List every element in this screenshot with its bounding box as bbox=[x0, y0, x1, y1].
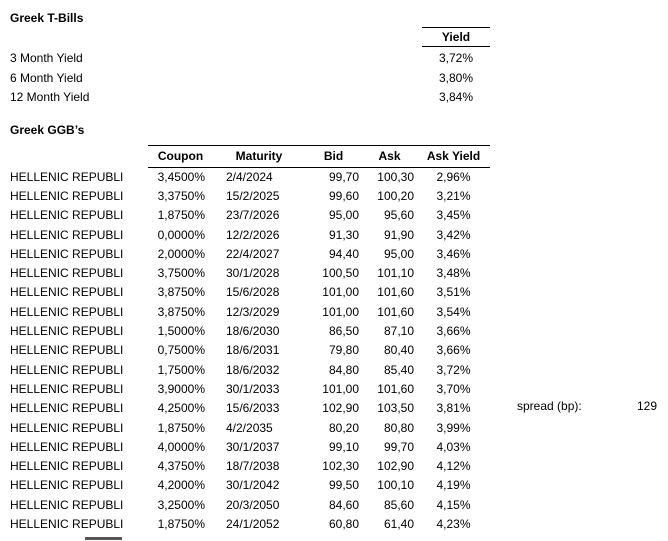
bond-bid: 86,50 bbox=[328, 324, 359, 339]
bond-ask-yield: 3,70% bbox=[436, 381, 471, 396]
bond-bid: 84,60 bbox=[328, 497, 359, 512]
bond-maturity: 30/1/2042 bbox=[226, 478, 280, 493]
bond-ask: 103,50 bbox=[377, 401, 414, 416]
bond-ask-yield: 4,03% bbox=[436, 439, 471, 454]
bond-ask-yield: 3,46% bbox=[436, 246, 471, 261]
ggb-bond-row bbox=[10, 399, 490, 418]
ggb-bond-row bbox=[10, 514, 490, 533]
ggb-bond-row bbox=[10, 186, 490, 205]
ggb-header-bid: Bid bbox=[305, 146, 362, 168]
bond-coupon: 3,4500% bbox=[157, 169, 205, 184]
bond-issuer: HELLENIC REPUBLI bbox=[10, 227, 124, 242]
bond-issuer: HELLENIC REPUBLI bbox=[10, 188, 124, 203]
bond-coupon: 1,8750% bbox=[157, 208, 205, 223]
bond-ask-yield: 3,21% bbox=[436, 188, 471, 203]
bond-issuer: HELLENIC REPUBLI bbox=[10, 439, 124, 454]
bond-maturity: 4/2/2035 bbox=[226, 420, 273, 435]
bond-ask-yield: 3,42% bbox=[436, 227, 471, 242]
ggb-bond-row bbox=[10, 321, 490, 340]
bond-maturity: 18/6/2032 bbox=[226, 362, 280, 377]
bond-issuer: HELLENIC REPUBLI bbox=[10, 304, 124, 319]
bond-bid: 60,80 bbox=[328, 516, 359, 531]
spread-value: 129 bbox=[636, 399, 657, 413]
bond-issuer: HELLENIC REPUBLI bbox=[10, 420, 124, 435]
bond-issuer: HELLENIC REPUBLI bbox=[10, 266, 124, 281]
ggb-bond-row bbox=[10, 495, 490, 514]
tbill-row bbox=[10, 49, 490, 68]
bond-ask-yield: 4,15% bbox=[436, 497, 471, 512]
bond-issuer: HELLENIC REPUBLI bbox=[10, 246, 124, 261]
bond-ask-yield: 3,66% bbox=[436, 343, 471, 358]
bond-maturity: 12/2/2026 bbox=[226, 227, 280, 242]
bond-issuer: HELLENIC REPUBLI bbox=[10, 459, 124, 474]
ggb-section-title: Greek GGB’s bbox=[10, 123, 85, 137]
cropped-border-artifact bbox=[85, 537, 122, 540]
bond-ask-yield: 3,99% bbox=[436, 420, 471, 435]
bond-coupon: 4,2500% bbox=[157, 401, 205, 416]
bond-issuer: HELLENIC REPUBLI bbox=[10, 401, 124, 416]
bond-maturity: 18/6/2030 bbox=[226, 324, 280, 339]
bond-coupon: 1,5000% bbox=[157, 324, 205, 339]
ggb-bond-row bbox=[10, 283, 490, 302]
bond-ask: 85,60 bbox=[383, 497, 414, 512]
bond-coupon: 4,0000% bbox=[157, 439, 205, 454]
bond-ask: 99,70 bbox=[383, 439, 414, 454]
tbills-section-title: Greek T-Bills bbox=[10, 11, 84, 25]
bond-ask: 95,60 bbox=[383, 208, 414, 223]
bond-ask: 101,60 bbox=[377, 285, 414, 300]
bond-coupon: 0,0000% bbox=[157, 227, 205, 242]
bond-maturity: 15/6/2033 bbox=[226, 401, 280, 416]
bond-bid: 99,60 bbox=[328, 188, 359, 203]
bond-ask: 100,30 bbox=[377, 169, 414, 184]
bond-ask: 85,40 bbox=[383, 362, 414, 377]
ggb-bond-row bbox=[10, 244, 490, 263]
bond-ask: 80,40 bbox=[383, 343, 414, 358]
bond-bid: 100,50 bbox=[322, 266, 359, 281]
ggb-bond-row bbox=[10, 206, 490, 225]
ggb-header-ask-yield: Ask Yield bbox=[417, 146, 490, 168]
bond-coupon: 1,8750% bbox=[157, 516, 205, 531]
bond-maturity: 23/7/2026 bbox=[226, 208, 280, 223]
ggb-header-ask: Ask bbox=[362, 146, 417, 168]
spread-label: spread (bp): bbox=[517, 399, 582, 413]
tbills-rows bbox=[10, 49, 490, 107]
bond-bid: 102,30 bbox=[322, 459, 359, 474]
bond-maturity: 20/3/2050 bbox=[226, 497, 280, 512]
bond-issuer: HELLENIC REPUBLI bbox=[10, 324, 124, 339]
bond-coupon: 3,9000% bbox=[157, 381, 205, 396]
bond-coupon: 0,7500% bbox=[157, 343, 205, 358]
bond-ask: 80,80 bbox=[383, 420, 414, 435]
bond-ask: 87,10 bbox=[383, 324, 414, 339]
bond-issuer: HELLENIC REPUBLI bbox=[10, 285, 124, 300]
tbills-yield-column-header: Yield bbox=[422, 27, 490, 47]
bond-bid: 94,40 bbox=[328, 246, 359, 261]
bond-issuer: HELLENIC REPUBLI bbox=[10, 381, 124, 396]
bond-coupon: 1,7500% bbox=[157, 362, 205, 377]
bond-bid: 84,80 bbox=[328, 362, 359, 377]
bond-bid: 99,70 bbox=[328, 169, 359, 184]
bond-ask-yield: 3,45% bbox=[436, 208, 471, 223]
bond-ask-yield: 3,81% bbox=[436, 401, 471, 416]
bond-issuer: HELLENIC REPUBLI bbox=[10, 208, 124, 223]
bond-coupon: 3,7500% bbox=[157, 266, 205, 281]
tbill-label: 6 Month Yield bbox=[10, 70, 83, 85]
bond-issuer: HELLENIC REPUBLI bbox=[10, 343, 124, 358]
bond-bid: 95,00 bbox=[328, 208, 359, 223]
bond-ask-yield: 3,48% bbox=[436, 266, 471, 281]
bond-issuer: HELLENIC REPUBLI bbox=[10, 497, 124, 512]
bond-ask-yield: 3,51% bbox=[436, 285, 471, 300]
bond-coupon: 3,8750% bbox=[157, 285, 205, 300]
bond-ask-yield: 3,66% bbox=[436, 324, 471, 339]
bond-ask-yield: 2,96% bbox=[436, 169, 471, 184]
ggb-bond-row bbox=[10, 263, 490, 282]
bond-maturity: 30/1/2033 bbox=[226, 381, 280, 396]
bond-bid: 102,90 bbox=[322, 401, 359, 416]
ggb-header-maturity: Maturity bbox=[213, 146, 305, 168]
ggb-bond-row bbox=[10, 167, 490, 186]
tbill-label: 12 Month Yield bbox=[10, 89, 90, 104]
bond-ask-yield: 3,72% bbox=[436, 362, 471, 377]
ggb-table bbox=[10, 145, 490, 534]
bond-coupon: 3,2500% bbox=[157, 497, 205, 512]
ggb-bond-row bbox=[10, 418, 490, 437]
bond-ask: 101,60 bbox=[377, 304, 414, 319]
bond-maturity: 18/7/2038 bbox=[226, 459, 280, 474]
bond-maturity: 15/6/2028 bbox=[226, 285, 280, 300]
tbill-yield-value: 3,80% bbox=[438, 70, 474, 85]
bond-ask-yield: 4,12% bbox=[436, 459, 471, 474]
bond-maturity: 12/3/2029 bbox=[226, 304, 280, 319]
ggb-bond-row bbox=[10, 302, 490, 321]
bond-maturity: 22/4/2027 bbox=[226, 246, 280, 261]
bond-coupon: 1,8750% bbox=[157, 420, 205, 435]
bond-ask-yield: 3,54% bbox=[436, 304, 471, 319]
bond-ask: 100,20 bbox=[377, 188, 414, 203]
spread-annotation bbox=[517, 398, 657, 414]
bond-issuer: HELLENIC REPUBLI bbox=[10, 516, 124, 531]
ggb-bond-row bbox=[10, 437, 490, 456]
bond-ask: 101,60 bbox=[377, 381, 414, 396]
ggb-bond-row bbox=[10, 456, 490, 475]
bond-maturity: 2/4/2024 bbox=[226, 169, 273, 184]
ggb-bond-row bbox=[10, 225, 490, 244]
bond-bid: 101,00 bbox=[322, 304, 359, 319]
ggb-bond-row bbox=[10, 341, 490, 360]
bond-bid: 101,00 bbox=[322, 381, 359, 396]
ggb-bond-row bbox=[10, 360, 490, 379]
bond-maturity: 18/6/2031 bbox=[226, 343, 280, 358]
ggb-header-coupon: Coupon bbox=[148, 146, 213, 168]
bond-bid: 80,20 bbox=[328, 420, 359, 435]
bond-ask: 100,10 bbox=[377, 478, 414, 493]
bond-bid: 79,80 bbox=[328, 343, 359, 358]
ggb-bond-row bbox=[10, 379, 490, 398]
bond-maturity: 15/2/2025 bbox=[226, 188, 280, 203]
bond-coupon: 3,8750% bbox=[157, 304, 205, 319]
bond-maturity: 30/1/2028 bbox=[226, 266, 280, 281]
bond-issuer: HELLENIC REPUBLI bbox=[10, 169, 124, 184]
bond-maturity: 24/1/2052 bbox=[226, 516, 280, 531]
ggb-bond-row bbox=[10, 476, 490, 495]
bond-ask: 101,10 bbox=[377, 266, 414, 281]
bond-bid: 91,30 bbox=[328, 227, 359, 242]
bond-ask: 95,00 bbox=[383, 246, 414, 261]
bond-bid: 99,50 bbox=[328, 478, 359, 493]
bond-ask-yield: 4,19% bbox=[436, 478, 471, 493]
bond-maturity: 30/1/2037 bbox=[226, 439, 280, 454]
bond-ask-yield: 4,23% bbox=[436, 516, 471, 531]
tbill-label: 3 Month Yield bbox=[10, 51, 83, 66]
tbill-row bbox=[10, 68, 490, 87]
bond-coupon: 2,0000% bbox=[157, 246, 205, 261]
bond-coupon: 4,3750% bbox=[157, 459, 205, 474]
bond-ask: 61,40 bbox=[383, 516, 414, 531]
ggb-header-row bbox=[10, 146, 490, 168]
tbill-yield-value: 3,84% bbox=[438, 89, 474, 104]
bond-coupon: 3,3750% bbox=[157, 188, 205, 203]
bond-ask: 102,90 bbox=[377, 459, 414, 474]
bond-ask: 91,90 bbox=[383, 227, 414, 242]
bond-coupon: 4,2000% bbox=[157, 478, 205, 493]
ggb-header-issuer-blank bbox=[10, 146, 148, 168]
bond-bid: 101,00 bbox=[322, 285, 359, 300]
bond-issuer: HELLENIC REPUBLI bbox=[10, 362, 124, 377]
ggb-table-body bbox=[10, 167, 490, 534]
tbill-yield-value: 3,72% bbox=[438, 51, 474, 66]
bond-bid: 99,10 bbox=[328, 439, 359, 454]
tbill-row bbox=[10, 87, 490, 106]
bond-issuer: HELLENIC REPUBLI bbox=[10, 478, 124, 493]
